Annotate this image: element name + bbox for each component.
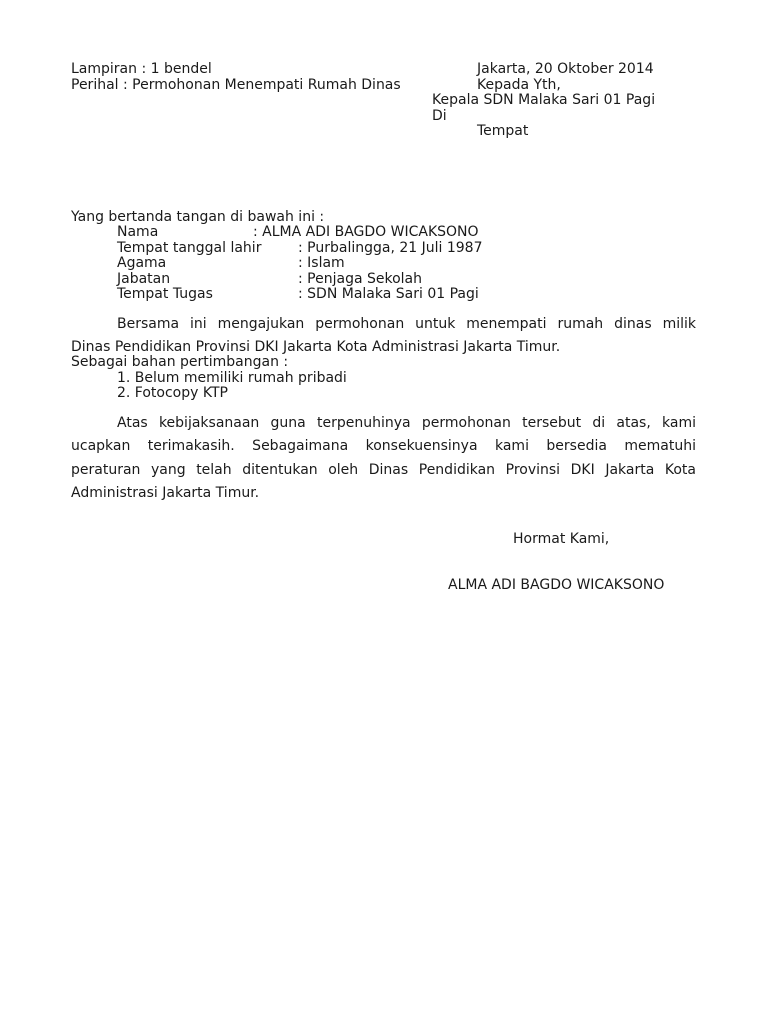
di-label: Di: [432, 108, 447, 124]
signer-name: ALMA ADI BAGDO WICAKSONO: [448, 577, 665, 593]
identity-value-ttl: : Purbalingga, 21 Juli 1987: [298, 240, 483, 256]
para1-line2: Dinas Pendidikan Provinsi DKI Jakarta Kota Administrasi Jakarta Timur.: [71, 339, 561, 355]
identity-label-jabatan: Jabatan: [117, 271, 171, 287]
recipient: Kepala SDN Malaka Sari 01 Pagi: [432, 92, 656, 108]
identity-label-nama: Nama: [117, 224, 159, 240]
identity-value-tempat-tugas: : SDN Malaka Sari 01 Pagi: [298, 286, 479, 302]
para2-line2: ucapkan terimakasih. Sebagaimana konsekuensinya kami bersedia mematuhi: [71, 438, 696, 454]
identity-label-ttl: Tempat tanggal lahir: [117, 240, 262, 256]
para1-line1: Bersama ini mengajukan permohonan untuk menempati rumah dinas milik: [117, 316, 696, 332]
perihal-line: Perihal : Permohonan Menempati Rumah Dinas: [71, 77, 401, 93]
considerations-heading: Sebagai bahan pertimbangan :: [71, 354, 289, 370]
identity-value-agama: : Islam: [298, 255, 345, 271]
intro-text: Yang bertanda tangan di bawah ini :: [71, 209, 325, 225]
consideration-item: 1. Belum memiliki rumah pribadi: [117, 370, 347, 386]
consideration-item: 2. Fotocopy KTP: [117, 385, 228, 401]
identity-label-agama: Agama: [117, 255, 167, 271]
identity-value-jabatan: : Penjaga Sekolah: [298, 271, 422, 287]
para2-line3: peraturan yang telah ditentukan oleh Dinas Pendidikan Provinsi DKI Jakarta Kota: [71, 462, 696, 478]
para2-line1: Atas kebijaksanaan guna terpenuhinya permohonan tersebut di atas, kami: [117, 415, 696, 431]
place-date: Jakarta, 20 Oktober 2014: [477, 61, 654, 77]
para2-line4: Administrasi Jakarta Timur.: [71, 485, 260, 501]
identity-label-tempat-tugas: Tempat Tugas: [117, 286, 213, 302]
closing-salutation: Hormat Kami,: [513, 531, 610, 547]
identity-value-nama: : ALMA ADI BAGDO WICAKSONO: [253, 224, 479, 240]
kepada-yth: Kepada Yth,: [477, 77, 561, 93]
lampiran-line: Lampiran : 1 bendel: [71, 61, 212, 77]
tempat-label: Tempat: [477, 123, 529, 139]
